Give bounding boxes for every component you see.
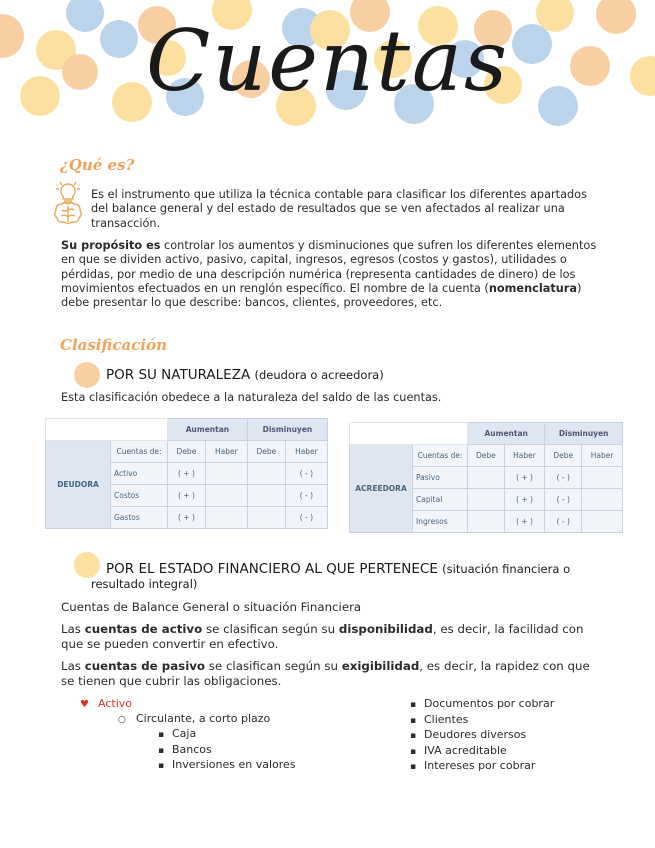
pasivo-mid: se clasifican según su (205, 659, 342, 673)
acreedora-label: ACREEDORA (350, 445, 413, 533)
activo-post: , es decir, la facilidad con que se pueden convertir en efectivo. (61, 622, 584, 651)
aumenta-haber-cell: ( + ) (504, 489, 545, 511)
empty-cell (582, 489, 623, 511)
estado-title (106, 561, 606, 577)
empty-cell (205, 463, 247, 485)
account-name: Activo (111, 463, 168, 485)
page-title: Cuentas (145, 12, 510, 110)
aumentan-header: Aumentan (168, 419, 248, 441)
disminuye-debe-cell: ( - ) (545, 511, 582, 533)
list-item (80, 743, 296, 759)
account-name: Gastos (111, 507, 168, 529)
pasivo-pre: Las (61, 659, 85, 673)
activo-item-label: Activo (98, 697, 132, 710)
pasivo-bold: cuentas de pasivo (84, 659, 206, 673)
deudora-table (45, 418, 328, 529)
account-name: Capital (413, 489, 468, 511)
activo-pre: Las (61, 622, 85, 636)
table-corner (350, 423, 468, 445)
left-item: Bancos (172, 742, 212, 756)
acreedora-table (349, 422, 623, 533)
debe-header: Debe (168, 441, 206, 463)
estado-subtitle-line2 (91, 576, 197, 592)
activo-paragraph (61, 622, 601, 651)
cuentas-de-header: Cuentas de: (413, 445, 468, 467)
right-list (410, 697, 554, 775)
list-item (410, 728, 554, 744)
list-item (410, 744, 554, 760)
list-item (80, 697, 296, 712)
disponibilidad-bold: disponibilidad (338, 622, 433, 636)
empty-cell (582, 467, 623, 489)
activo-bold: cuentas de activo (84, 622, 203, 636)
estado-subtitle-1: (situación financiera o (442, 562, 571, 576)
disminuye-haber-cell: ( - ) (285, 507, 327, 529)
empty-cell (205, 485, 247, 507)
left-item: Inversiones en valores (172, 758, 296, 771)
right-item: Intereses por cobrar (424, 759, 536, 772)
section-bullet-yellow (74, 552, 100, 578)
que-es-heading: ¿Qué es? (60, 156, 135, 174)
clasificacion-heading: Clasificación (60, 336, 167, 354)
list-item (410, 713, 554, 729)
right-item: Clientes (424, 712, 469, 726)
lightbulb-brain-icon (48, 180, 88, 226)
pasivo-paragraph (61, 659, 601, 688)
list-item (80, 712, 296, 728)
aumenta-debe-cell: ( + ) (168, 507, 206, 529)
debe-header: Debe (468, 445, 505, 467)
disminuyen-header: Disminuyen (247, 419, 327, 441)
empty-cell (247, 507, 285, 529)
account-name: Ingresos (413, 511, 468, 533)
left-item: Caja (172, 727, 197, 740)
disminuye-debe-cell: ( - ) (545, 467, 582, 489)
aumenta-debe-cell: ( + ) (168, 463, 206, 485)
empty-cell (468, 511, 505, 533)
aumenta-haber-cell: ( + ) (504, 467, 545, 489)
naturaleza-subtitle: (deudora o acreedora) (254, 368, 384, 382)
naturaleza-title-text: POR SU NATURALEZA (106, 367, 251, 383)
exigibilidad-bold: exigibilidad (341, 659, 420, 673)
disminuye-haber-cell: ( - ) (285, 463, 327, 485)
circulante-label: Circulante, a corto plazo (136, 711, 271, 725)
haber-header: Haber (582, 445, 623, 467)
aumenta-haber-cell: ( + ) (504, 511, 545, 533)
cuentas-de-header: Cuentas de: (111, 441, 168, 463)
definition-paragraph: Es el instrumento que utiliza la técnica contable para clasificar los diferentes apartados del balance general y del estado de resultados que se ven afectados al realizar una transacción. (91, 188, 587, 230)
empty-cell (205, 507, 247, 529)
naturaleza-text: Esta clasificación obedece a la naturaleza del saldo de las cuentas. (61, 391, 442, 404)
empty-cell (582, 511, 623, 533)
nomenclatura-bold: nomenclatura (488, 281, 577, 295)
table-corner (46, 419, 168, 441)
account-name: Costos (111, 485, 168, 507)
estado-subtitle-2: resultado integral) (91, 577, 198, 591)
right-item: Deudores diversos (424, 728, 527, 741)
haber-header: Haber (205, 441, 247, 463)
naturaleza-title (106, 367, 384, 383)
disminuye-debe-cell: ( - ) (545, 489, 582, 511)
purpose-paragraph (61, 239, 601, 310)
purpose-bold-label: Su propósito es (61, 239, 161, 252)
deudora-label: DEUDORA (46, 441, 111, 529)
right-item: Documentos por cobrar (424, 697, 555, 710)
list-item (80, 758, 296, 774)
list-item (410, 759, 554, 775)
right-item: IVA acreditable (424, 743, 507, 757)
purpose-text-1: controlar los aumentos y disminuciones que sufren los diferentes elementos en que se dividen activo, pasivo, capital, ingresos, egresos (costos y gastos), utilidades o pérdidas, por medio de una descripción numérica (representa cantidades de dinero) de los movimientos efectuados en un renglón específico. El nombre de la cuenta ( (61, 239, 597, 295)
disminuyen-header: Disminuyen (545, 423, 623, 445)
empty-cell (468, 467, 505, 489)
estado-title-text: POR EL ESTADO FINANCIERO AL QUE PERTENECE (106, 561, 438, 577)
account-name: Pasivo (413, 467, 468, 489)
disminuye-haber-cell: ( - ) (285, 485, 327, 507)
list-item (410, 697, 554, 713)
empty-cell (247, 463, 285, 485)
activo-mid: se clasifican según su (202, 622, 339, 636)
debe-header: Debe (545, 445, 582, 467)
list-item (80, 727, 296, 743)
haber-header: Haber (504, 445, 545, 467)
haber-header: Haber (285, 441, 327, 463)
aumenta-debe-cell: ( + ) (168, 485, 206, 507)
activo-list (80, 697, 296, 774)
aumentan-header: Aumentan (468, 423, 545, 445)
purpose-text-2: ) debe presentar lo que describe: bancos, clientes, proveedores, etc. (61, 281, 582, 310)
debe-header: Debe (247, 441, 285, 463)
balance-heading: Cuentas de Balance General o situación Financiera (61, 600, 362, 614)
pasivo-post: , es decir, la rapidez con que se tienen que cubrir las obligaciones. (61, 659, 590, 688)
empty-cell (468, 489, 505, 511)
section-bullet-orange (74, 362, 100, 388)
empty-cell (247, 485, 285, 507)
